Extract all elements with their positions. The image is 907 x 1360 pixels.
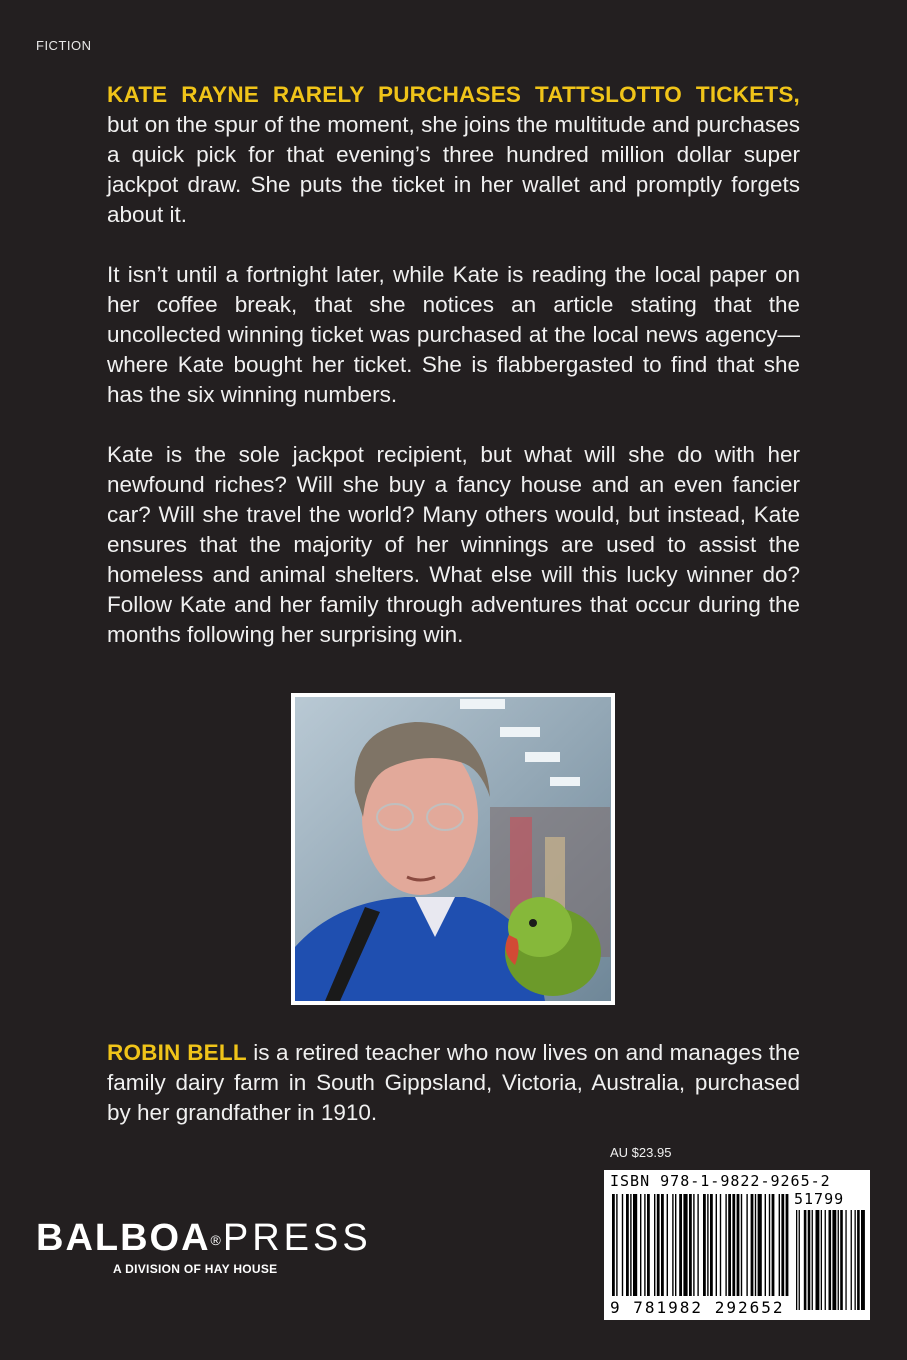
barcode-bar bbox=[630, 1194, 631, 1296]
barcode-addon-bar bbox=[796, 1210, 797, 1310]
barcode-bar bbox=[693, 1194, 694, 1296]
author-photo bbox=[291, 693, 615, 1005]
barcode-bar bbox=[703, 1194, 706, 1296]
barcode-addon-bar bbox=[799, 1210, 800, 1310]
barcode-bar bbox=[654, 1194, 655, 1296]
book-blurb bbox=[107, 80, 800, 680]
author-photo-illustration bbox=[295, 697, 611, 1001]
barcode-addon-bar bbox=[808, 1210, 811, 1310]
author-name: ROBIN BELL bbox=[107, 1040, 247, 1065]
barcode-bar bbox=[758, 1194, 762, 1296]
barcode-addon-bar bbox=[838, 1210, 839, 1310]
barcode-bar bbox=[765, 1194, 766, 1296]
barcode-addon-bar bbox=[829, 1210, 832, 1310]
barcode-bar bbox=[697, 1194, 698, 1296]
barcode-bar bbox=[772, 1194, 775, 1296]
author-bio bbox=[107, 1038, 800, 1128]
author-bio-text: is a retired teacher who now lives on and manages the family dairy farm in South Gippsland, Victoria, Australia, purchased by her grandfather in 1910. bbox=[107, 1040, 800, 1125]
barcode-addon-bar bbox=[855, 1210, 856, 1310]
barcode-bar bbox=[741, 1194, 742, 1296]
barcode-bar bbox=[667, 1194, 668, 1296]
barcode-bar bbox=[728, 1194, 731, 1296]
barcode-bar bbox=[720, 1194, 721, 1296]
barcode-addon-bar bbox=[851, 1210, 852, 1310]
barcode-bar bbox=[679, 1194, 682, 1296]
blurb-paragraph-3: Kate is the sole jackpot recipient, but what will she do with her newfound riches? Will she buy a fancy house and an even fancier car? Will she travel the world? Many others would, but instead, Kate ensures that the majority of her winnings are used to assist the homeless and animal shelters. What else will this lucky winner do? Follow Kate and her family through adventures that occur during the months following her surprising win. bbox=[107, 442, 800, 647]
barcode-bar bbox=[689, 1194, 692, 1296]
price-label: AU $23.95 bbox=[610, 1145, 672, 1160]
barcode-bar bbox=[769, 1194, 770, 1296]
ean-digits: 9 781982 292652 bbox=[610, 1298, 785, 1317]
barcode-bar bbox=[644, 1194, 645, 1296]
barcode-addon-bar bbox=[816, 1210, 820, 1310]
barcode-bar bbox=[647, 1194, 650, 1296]
barcode-bar bbox=[725, 1194, 726, 1296]
barcode-bar bbox=[612, 1194, 615, 1296]
barcode-addon-bar bbox=[832, 1210, 836, 1310]
barcode-bar bbox=[633, 1194, 637, 1296]
barcode-addon-bar bbox=[825, 1210, 826, 1310]
barcode-addon-bar bbox=[821, 1210, 822, 1310]
genre-label: FICTION bbox=[36, 38, 92, 53]
blurb-paragraph-2: It isn’t until a fortnight later, while Kate is reading the local paper on her coffee break, that she notices an article stating that the uncollected winning ticket was purchased at the local news agency—where Kate bought her ticket. She is flabbergasted to find that she has the six winning numbers. bbox=[107, 262, 800, 407]
barcode-bar bbox=[716, 1194, 717, 1296]
barcode-bar bbox=[616, 1194, 617, 1296]
barcode-addon-bar bbox=[861, 1210, 865, 1310]
barcode-bar bbox=[675, 1194, 676, 1296]
barcode-bar bbox=[640, 1194, 641, 1296]
publisher-name bbox=[36, 1218, 372, 1260]
publisher-name-light: PRESS bbox=[222, 1217, 372, 1259]
barcode-addon-bar bbox=[804, 1210, 807, 1310]
blurb-lead: KATE RAYNE RARELY PURCHASES TATTSLOTTO TICKETS, bbox=[107, 82, 800, 107]
barcode-bar bbox=[786, 1194, 789, 1296]
barcode-bar bbox=[737, 1194, 740, 1296]
barcode-addon-bar bbox=[845, 1210, 846, 1310]
barcode-bar bbox=[746, 1194, 747, 1296]
barcode-addon-bar bbox=[840, 1210, 843, 1310]
barcode-bar bbox=[626, 1194, 629, 1296]
registered-mark-icon: ® bbox=[210, 1231, 223, 1248]
publisher-name-bold: BALBOA bbox=[36, 1217, 211, 1259]
blurb-p1-text: but on the spur of the moment, she joins the multitude and purchases a quick pick for that evening’s three hundred million dollar super jackpot draw. She puts the ticket in her wallet and promptly forgets about it. bbox=[107, 112, 800, 227]
barcode-bar bbox=[672, 1194, 673, 1296]
barcode-bar bbox=[661, 1194, 664, 1296]
barcode-addon-bar bbox=[812, 1210, 813, 1310]
price-code: 51799 bbox=[794, 1190, 845, 1208]
barcode-bar bbox=[710, 1194, 713, 1296]
barcode-bar bbox=[755, 1194, 756, 1296]
barcode-bar bbox=[779, 1194, 780, 1296]
barcode-addon-bar bbox=[857, 1210, 860, 1310]
publisher-logo bbox=[36, 1218, 372, 1276]
barcode-bar bbox=[707, 1194, 708, 1296]
barcode-bar bbox=[732, 1194, 735, 1296]
blurb-paragraph-1 bbox=[107, 80, 800, 230]
barcode-bar bbox=[622, 1194, 623, 1296]
isbn-number: ISBN 978-1-9822-9265-2 bbox=[610, 1172, 831, 1190]
barcode-bar bbox=[683, 1194, 687, 1296]
publisher-tagline: A DIVISION OF HAY HOUSE bbox=[113, 1261, 278, 1276]
barcode-bar bbox=[781, 1194, 784, 1296]
barcode-bar bbox=[657, 1194, 660, 1296]
barcode-bar bbox=[751, 1194, 754, 1296]
isbn-barcode bbox=[604, 1170, 870, 1320]
